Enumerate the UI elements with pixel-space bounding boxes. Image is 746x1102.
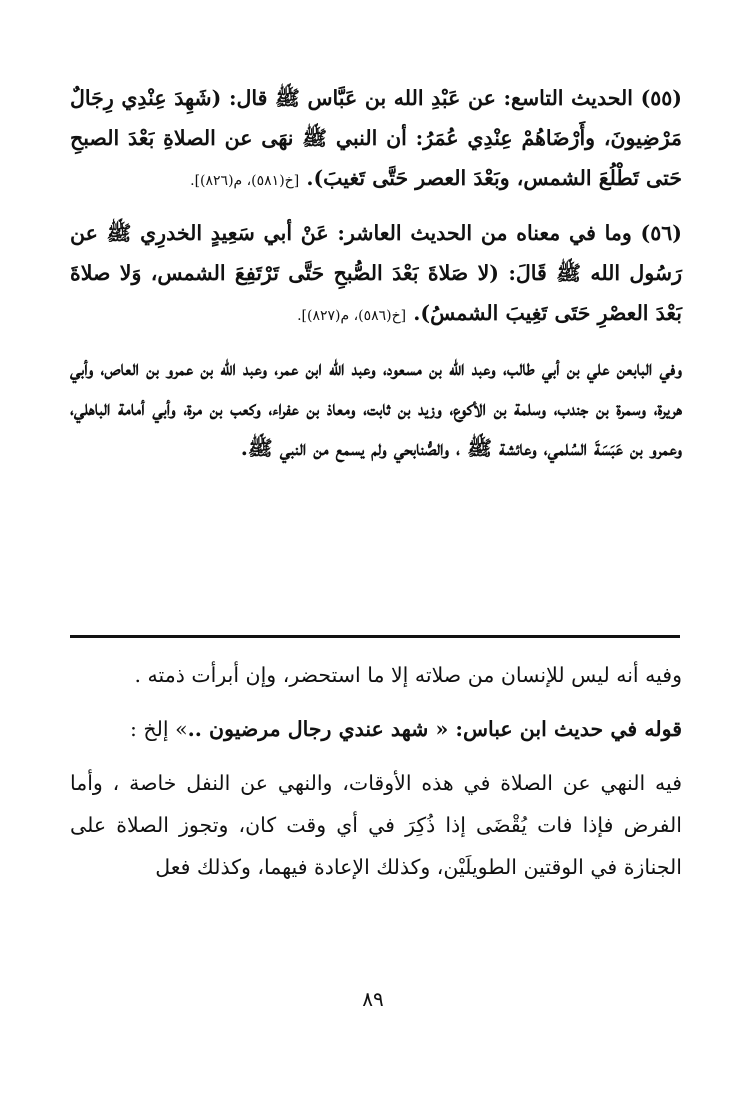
hadith-55-text: (٥٥) الحديث التاسع: عن عَبْدِ الله بن عَبَّاس ﷺ قال: (شَهِدَ عِنْدِي رِجَالٌ مَرْضِيونَ، وأَرْضَاهُمْ عِنْدِي عُمَرُ: أن النبي ﷺ نهَى عن الصلاةِ بَعْدَ الصبحِ حَتى تَطْلُعَ الشمس، وبَعْدَ العصر حَتَّى تَغيبَ). [70, 86, 682, 190]
hadith-56-text: (٥٦) وما في معناه من الحديث العاشر: عَنْ أبي سَعِيدٍ الخدرِي ﷺ عن رَسُول الله ﷺ قَالَ: (لا صَلاةَ بَعْدَ الصُّبحِ حَتَّى تَرْتَفِعَ الشمس، وَلا صلاةَ بَعْدَ العصْرِ حَتَى تَغِيبَ الشمسُ). [70, 221, 682, 325]
hadith-56-reference: [خ(٥٨٦)، م(٨٢٧)]. [297, 308, 407, 324]
commentary-text-3: فيه النهي عن الصلاة في هذه الأوقات، والنهي عن النفل خاصة ، وأما الفرض فإذا فات يُقْضَى إذا ذُكِرَ في أي وقت كان، وتجوز الصلاة على الجنازة في الوقتين الطويلَيْن، وكذلك الإعادة فيهما، وكذلك فعل [70, 771, 682, 879]
commentary-paragraph-3 [70, 762, 682, 888]
hadith-section [70, 78, 682, 468]
commentary-text-1: وفيه أنه ليس للإنسان من صلاته إلا ما استحضر، وإن أبرأت ذمته . [134, 663, 682, 687]
commentary-paragraph-2 [70, 708, 682, 750]
bab-text: وفي البابعن علي بن أبي طالب، وعبد الله بن مسعود، وعبد الله ابن عمر، وعبد الله بن عمرو بن العاص، وأبي هريرة، وسمرة بن جندب، وسلمة بن الأكوع، وزيد بن ثابت، ومعاذ بن عفراء، وكعب بن مرة، وأبي أمامة الباهلي، وعمرو بن عَبَسَةَ السُلمي، وعائشة ﷺ ، والصُّنابحي ولم يسمع من النبي ﷺ. [70, 356, 682, 460]
section-divider [70, 635, 680, 638]
commentary-quote: شهد عندي رجال مرضيون .. [187, 717, 436, 741]
commentary-section [70, 654, 682, 888]
commentary-intro: قوله في حديث ابن عباس: « [435, 717, 682, 741]
hadith-55-reference: [خ(٥٨١)، م(٨٢٦)]. [190, 173, 300, 189]
bab-paragraph [70, 348, 682, 468]
page-number: ٨٩ [362, 987, 384, 1011]
hadith-55 [70, 78, 682, 201]
commentary-outro: » إلخ : [129, 717, 188, 741]
commentary-paragraph-1 [70, 654, 682, 696]
hadith-56 [70, 213, 682, 336]
